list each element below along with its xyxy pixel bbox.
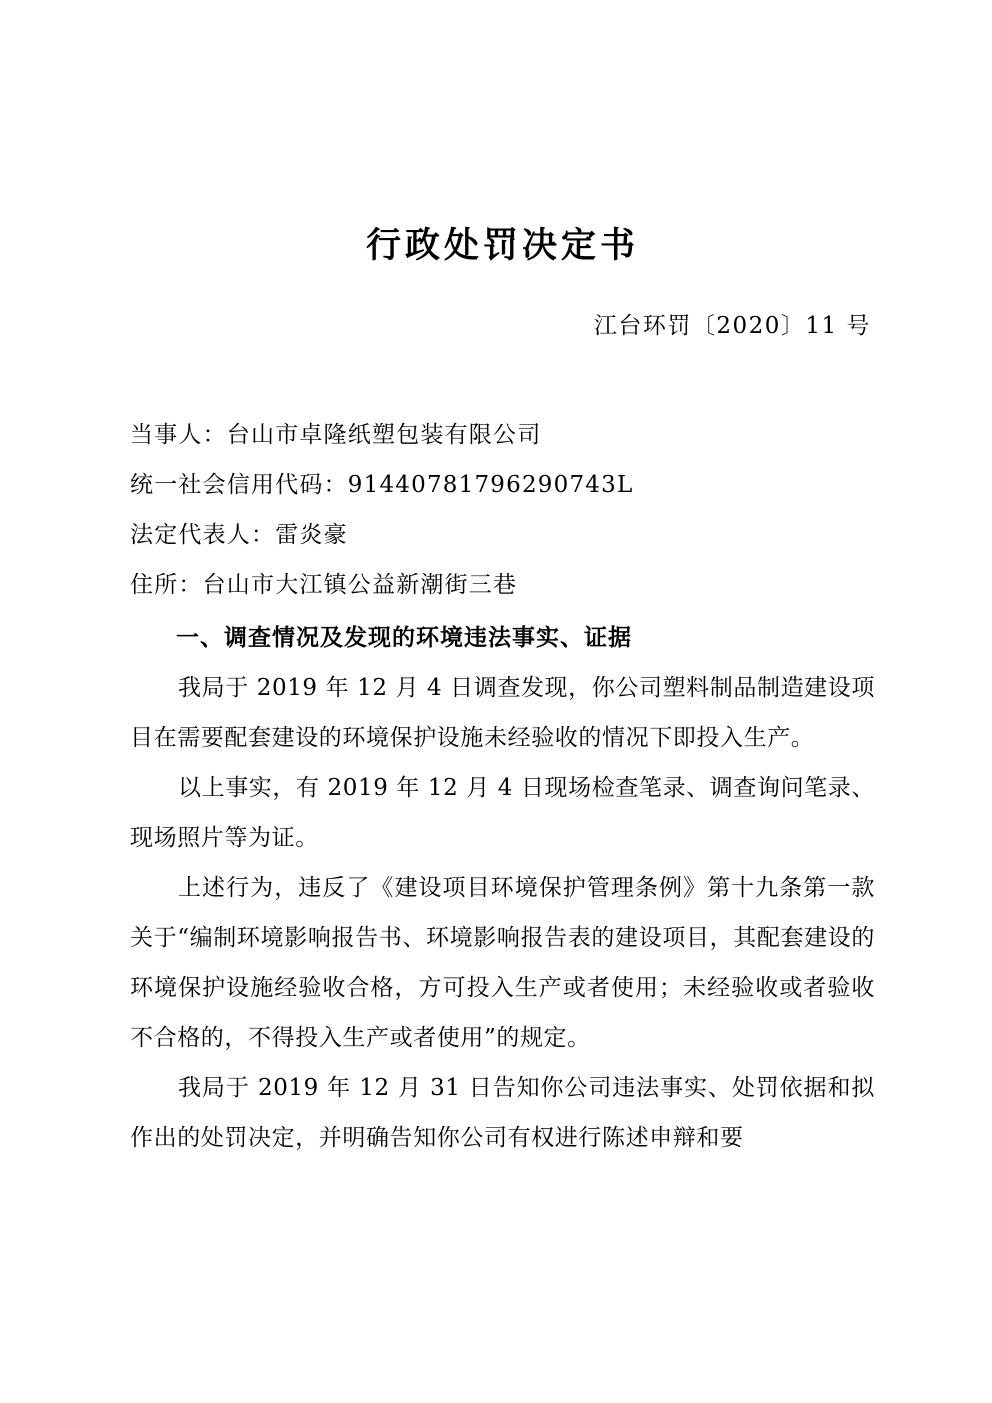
party-line-address: 住所：台山市大江镇公益新潮街三巷 (130, 572, 518, 598)
document-serial-number: 江台环罚〔2020〕11 号 (593, 313, 871, 339)
document-body (130, 663, 875, 1163)
paragraph-regulation-violated: 上述行为，违反了《建设项目环境保护管理条例》第十九条第一款关于“编制环境影响报告书、环境影响报告表的建设项目，其配套建设的环境保护设施经验收合格，方可投入生产或者使用；未经验收或者验收不合格的，不得投入生产或者使用”的规定。 (130, 875, 875, 1051)
paragraph-evidence: 以上事实，有 2019 年 12 月 4 日现场检查笔录、调查询问笔录、现场照片等为证。 (130, 775, 875, 851)
party-info-block (130, 410, 875, 610)
party-line-legal-representative: 法定代表人：雷炎豪 (130, 522, 348, 548)
paragraph-notification: 我局于 2019 年 12 月 31 日告知你公司违法事实、处罚依据和拟作出的处罚决定，并明确告知你公司有权进行陈述申辩和要 (130, 1075, 875, 1151)
document-title: 行政处罚决定书 (365, 225, 639, 266)
paragraph-investigation-finding: 我局于 2019 年 12 月 4 日调查发现，你公司塑料制品制造建设项目在需要配套建设的环境保护设施未经验收的情况下即投入生产。 (130, 675, 875, 751)
section-heading-investigation: 一、调查情况及发现的环境违法事实、证据 (176, 625, 632, 651)
party-line-name: 当事人：台山市卓隆纸塑包装有限公司 (130, 422, 542, 448)
party-line-credit-code: 统一社会信用代码：91440781796290743L (130, 472, 634, 498)
